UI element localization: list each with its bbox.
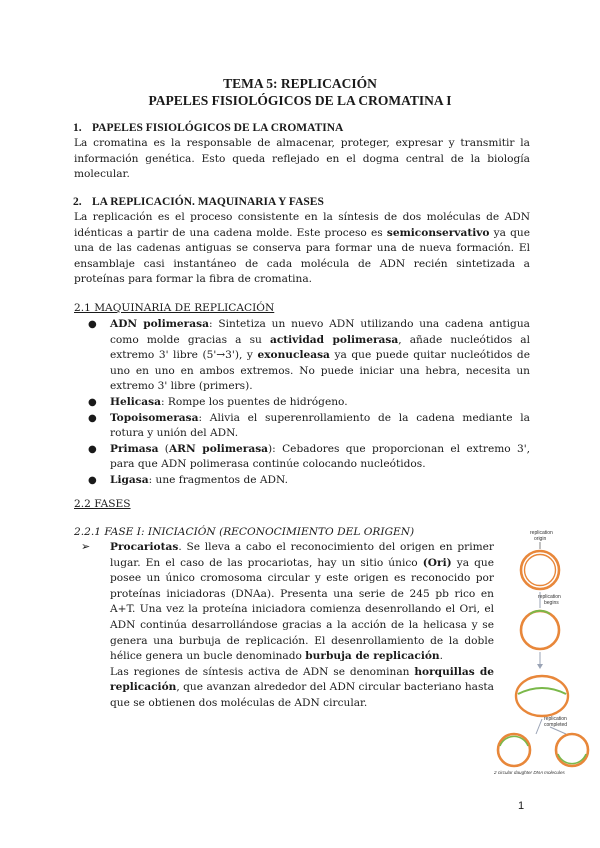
arrow-3 (536, 719, 542, 734)
subsection-machinery-heading: 2.1 MAQUINARIA DE REPLICACIÓN (74, 302, 275, 314)
section-1-title: PAPELES FISIOLÓGICOS DE LA CROMATINA (92, 122, 344, 134)
section-2-heading (73, 196, 324, 208)
arrow-2-head (537, 664, 543, 669)
document-subtitle: PAPELES FISIOLÓGICOS DE LA CROMATINA I (148, 93, 452, 108)
label-origin-1: replication (530, 530, 553, 536)
page-number: 1 (518, 800, 525, 812)
section-2-text: La replicación es el proceso consistente en la síntesis de dos moléculas de ADN idénticas a partir de una cadena molde. Este proceso es semiconservativo ya que una de las cadenas antiguas se conserva para formar una de nueva formación. El ensamblaje casi instantáneo de cada molécula de ADN recién sintetizada a proteínas para formar la fibra de cromatina. (74, 211, 530, 286)
daughter-circle-1 (498, 734, 530, 766)
replication-diagram (492, 526, 596, 776)
label-begins-2: begins (544, 600, 559, 606)
phase-1-heading: 2.2.1 FASE I: INICIACIÓN (RECONOCIMIENTO DEL ORIGEN) (74, 526, 415, 538)
dna-circle-origin-inner (525, 555, 556, 586)
list-item: ● ADN polimerasa: Sintetiza un nuevo ADN utilizando una cadena antigua como molde gracias a su actividad polimerasa, añade nucleótidos al extremo 3' libre (5'→3'), y exonucleasa ya que puede quitar nucleótidos de uno en uno en ambos extremos. No puede iniciar una hebra, necesita un extremo 3' libre (primers). (88, 318, 530, 393)
section-1-text: La cromatina es la responsable de almacenar, proteger, expresar y transmitir la información genética. Esto queda reflejado en el dogma central de la biología molecular. (74, 137, 530, 181)
figure-caption: 2 circular daughter DNA molecules (494, 770, 565, 775)
document-title: TEMA 5: REPLICACIÓN (223, 76, 377, 91)
label-begins-1: replication (538, 594, 561, 600)
arrow-bullet-icon: ➢ (81, 540, 91, 553)
list-item: ● Primasa (ARN polimerasa): Cebadores que proporcionan el extremo 3', para que ADN polimerasa continúe colocando nucleótidos. (88, 442, 530, 471)
arrow-4 (550, 727, 566, 734)
dna-circle-begins (521, 611, 559, 649)
dna-theta (516, 676, 568, 716)
list-item: ● Helicasa: Rompe los puentes de hidrógeno. (88, 395, 348, 408)
new-strand-theta (518, 688, 566, 694)
machinery-list (74, 317, 530, 489)
list-item: ● Ligasa: une fragmentos de ADN. (88, 473, 288, 486)
prokaryotes-block (74, 540, 494, 712)
section-1-heading (73, 122, 344, 134)
label-completed-1: replication (544, 716, 567, 722)
prokaryotes-paragraph-2: Las regiones de síntesis activa de ADN se denominan horquillas de replicación, que avanzan alrededor del ADN circular bacteriano hasta que se obtienen dos moléculas de ADN circular. (110, 665, 494, 709)
list-item: ● Topoisomerasa: Alivia el superenrollamiento de la cadena mediante la rotura y unión del ADN. (88, 411, 530, 440)
label-completed-2: completed (544, 722, 568, 728)
label-origin-2: origin (534, 536, 547, 542)
subsection-phases-heading: 2.2 FASES (74, 498, 131, 510)
section-1-number: 1. (73, 122, 82, 134)
dna-circle-origin (521, 551, 559, 589)
section-2-number: 2. (73, 196, 82, 208)
daughter-circle-2 (556, 734, 588, 766)
prokaryotes-paragraph-1: Procariotas. Se lleva a cabo el reconocimiento del origen en primer lugar. En el caso de las procariotas, hay un sitio único (Ori) ya que posee un único cromosoma circular y este origen es reconocido por proteínas iniciadoras (DNAa). Presenta una serie de 245 pb rico en A+T. Una vez la proteína iniciadora comienza desenrollando el Ori, el ADN continúa desarrollándose gracias a la acción de la helicasa y se genera una burbuja de replicación. El desenrollamiento de la doble hélice genera un bucle denominado burbuja de replicación. (110, 541, 494, 663)
section-2-title: LA REPLICACIÓN. MAQUINARIA Y FASES (92, 196, 324, 208)
